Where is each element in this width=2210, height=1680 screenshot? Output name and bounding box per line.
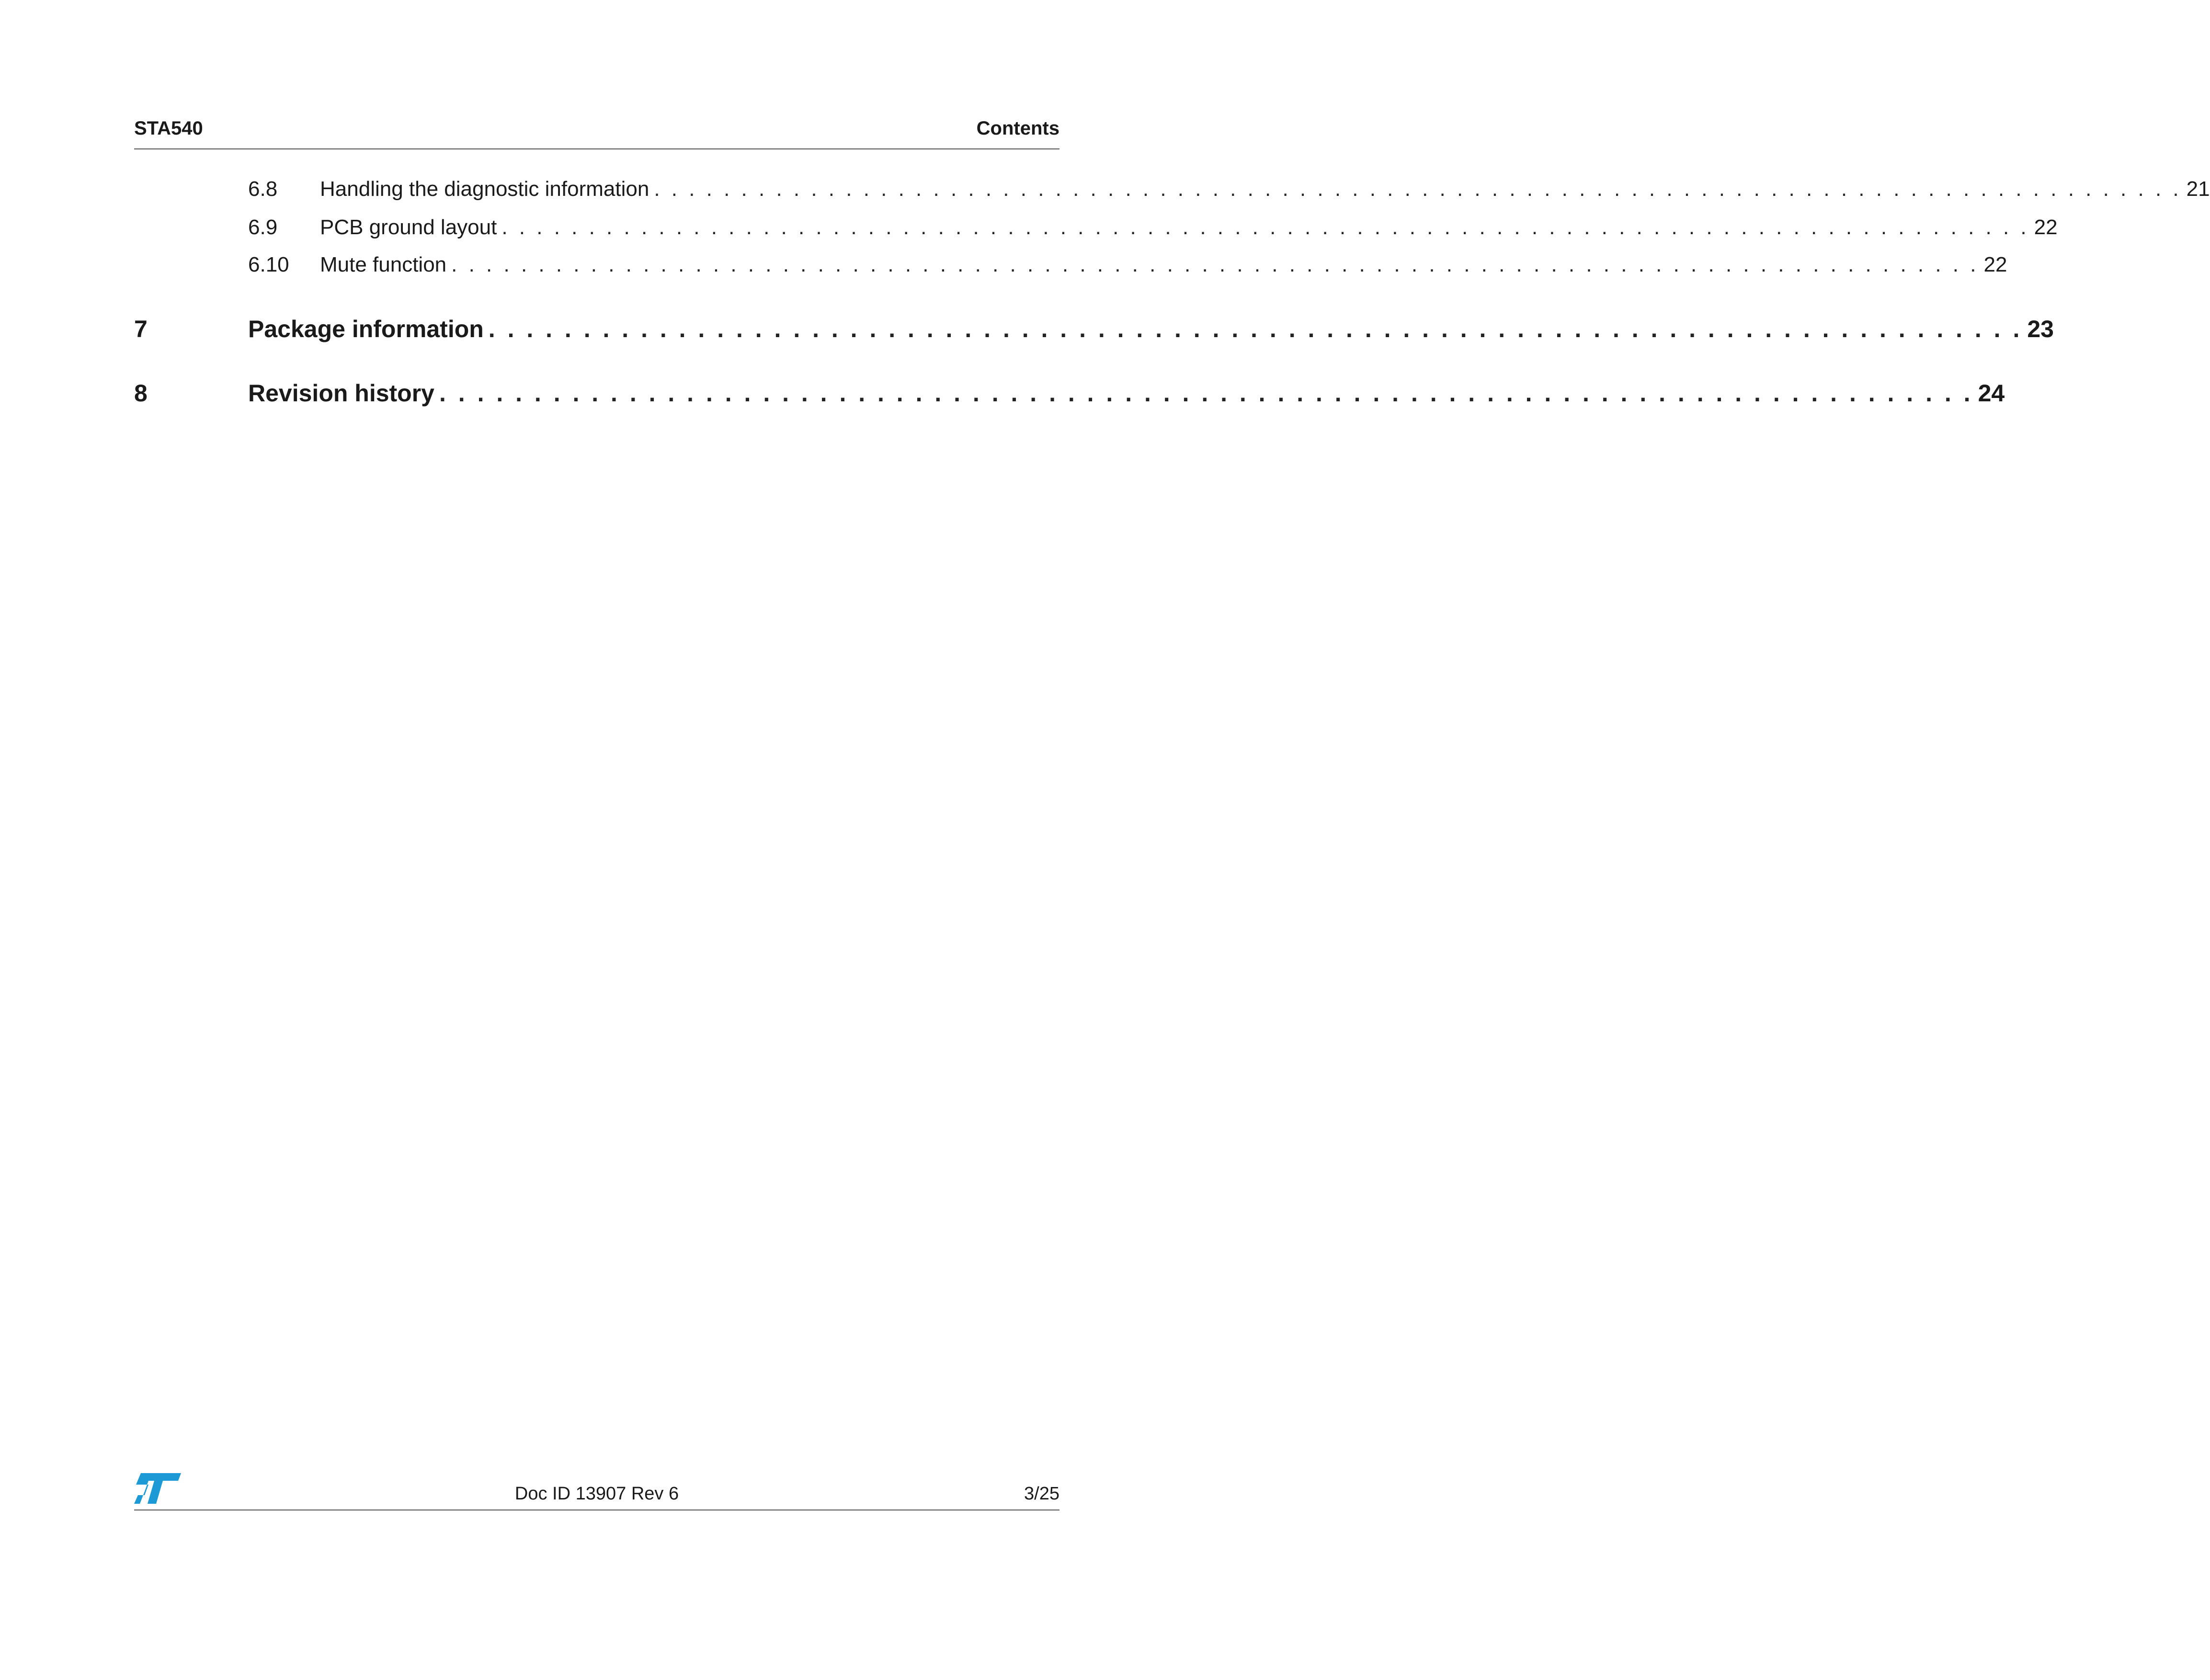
document-name: STA540 [134, 118, 203, 139]
toc-entry[interactable] [134, 253, 2007, 277]
toc-entry[interactable] [134, 379, 2005, 407]
toc-dot-leader: . . . . . . . . . . . . . . . . . . . . . . . . . . . . . . . . . . . . . . . . . . . . . . . . . . . . . . . . . . . . . . . . . . . . . . . . . . . . . . . . . . . . . . . . [451, 253, 1979, 276]
toc-entry-title: Revision history [248, 380, 434, 407]
section-name: Contents [976, 118, 1059, 139]
doc-id: Doc ID 13907 Rev 6 [514, 1484, 679, 1504]
page-number: 3/25 [1024, 1484, 1059, 1504]
toc-entry-number: 6.10 [248, 253, 289, 276]
toc-entry-title: Mute function [320, 253, 447, 276]
toc-dot-leader: . . . . . . . . . . . . . . . . . . . . . . . . . . . . . . . . . . . . . . . . . . . . . . . . . . . . . . . . . . . . . . . . . . . . . . . . . . . . . . . . . . . . . . . . [654, 177, 2182, 201]
toc-entry-number: 8 [134, 380, 148, 407]
toc-entry-title: Handling the diagnostic information [320, 177, 649, 201]
toc-entry-page: 22 [2034, 216, 2058, 239]
page-header [134, 114, 1059, 149]
toc-entry[interactable] [134, 315, 2054, 343]
toc-entry-number: 6.9 [248, 216, 278, 239]
toc-dot-leader: . . . . . . . . . . . . . . . . . . . . . . . . . . . . . . . . . . . . . . . . . . . . . . . . . . . . . . . . . . . . . . . . . . . . . . . . . . . . . . . . . [488, 316, 2023, 342]
toc-entry-title: Package information [248, 316, 484, 342]
page-footer [134, 1470, 1059, 1510]
toc-dot-leader: . . . . . . . . . . . . . . . . . . . . . . . . . . . . . . . . . . . . . . . . . . . . . . . . . . . . . . . . . . . . . . . . . . . . . . . . . . . . . . . . . [439, 380, 1973, 407]
toc-dot-leader: . . . . . . . . . . . . . . . . . . . . . . . . . . . . . . . . . . . . . . . . . . . . . . . . . . . . . . . . . . . . . . . . . . . . . . . . . . . . . . . . . . . . . . . . [501, 216, 2029, 239]
toc-entry-page: 21 [2186, 177, 2210, 201]
toc-entry-number: 6.8 [248, 177, 278, 201]
toc-entry-page: 22 [1983, 253, 2007, 276]
toc-entry-page: 24 [1978, 380, 2005, 407]
toc-entry-title: PCB ground layout [320, 216, 497, 239]
toc-entry[interactable] [134, 177, 2210, 201]
toc-entry-number: 7 [134, 316, 148, 342]
toc-entry[interactable] [134, 216, 2058, 239]
toc-entry-page: 23 [2027, 316, 2054, 342]
